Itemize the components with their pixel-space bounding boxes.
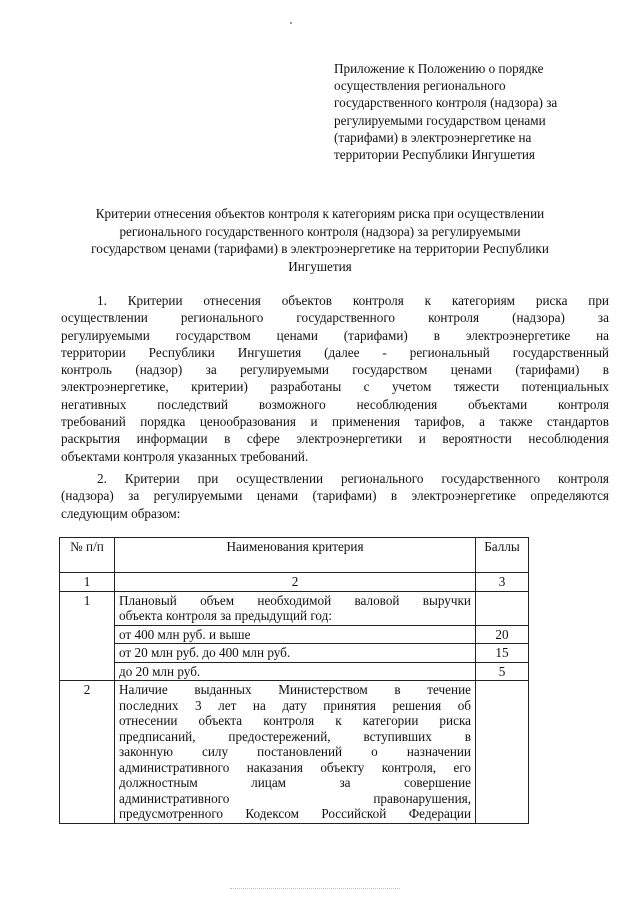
criterion-line: должностным лицам за совершение: [119, 775, 471, 790]
title-line: Ингушетия: [288, 258, 352, 274]
title-line: регионального государственного контроля (надзора) за регулируемыми: [119, 223, 521, 239]
row-number: 2: [60, 681, 115, 824]
paragraph-line: регулируемыми государством ценами (тарифами) в электроэнергетике на: [61, 327, 609, 343]
header-score: Баллы: [476, 538, 529, 573]
paragraph-line: следующим образом:: [61, 505, 181, 521]
paragraph-line: контроль (надзор) за регулируемыми государством ценами (тарифами) в: [61, 362, 609, 378]
table-row: [60, 662, 529, 681]
score-cell: 15: [476, 644, 529, 663]
paragraph-line: (надзора) за регулируемыми ценами (тарифами) в электроэнергетике определяются: [61, 488, 609, 504]
criterion-line: законную силу постановлений о назначении: [119, 744, 471, 759]
paragraph-line: электроэнергетике, критерии) разработаны с учетом тяжести потенциальных: [61, 379, 609, 395]
table-row: [60, 644, 529, 663]
title-line: государством ценами (тарифами) в электроэнергетике на территории Республики: [91, 241, 549, 256]
paragraph-line: 2. Критерии при осуществлении регионального государственного контроля: [97, 471, 609, 486]
paragraph-line: негативных последствий возможного несоблюдения объектами контроля: [61, 396, 609, 412]
paragraph-2: [61, 470, 609, 522]
title-line: Критерии отнесения объектов контроля к категориям риска при осуществлении: [95, 206, 545, 221]
score-cell: 20: [476, 625, 529, 644]
paragraph-line: раскрытия информации в сфере электроэнергетики и вероятности несоблюдения: [61, 431, 609, 447]
criterion-line: Плановый объем необходимой валовой выручки: [119, 592, 471, 608]
paragraph-line: 1. Критерии отнесения объектов контроля к категориям риска при: [97, 293, 609, 308]
scan-artifact-dot: [290, 22, 292, 24]
option-label: от 20 млн руб. до 400 млн руб.: [115, 644, 476, 663]
criterion-line: последних 3 лет на дату принятия решения об: [119, 697, 471, 713]
criterion-line: предусмотренного Кодексом Российской Федерации: [119, 806, 471, 821]
annex-line: территории Республики Ингушетия: [334, 147, 535, 163]
score-cell: 5: [476, 662, 529, 681]
score-cell: [476, 591, 529, 625]
table-row: [60, 591, 529, 625]
criterion-line: Наличие выданных Министерством в течение: [119, 682, 471, 697]
table-index-row: [60, 573, 529, 592]
paragraph-1: [61, 292, 609, 465]
scan-artifact-line: [230, 888, 400, 890]
annex-line: Приложение к Положению о порядке: [334, 61, 544, 76]
criterion-line: отнесении объекта контроля к категории риска: [119, 713, 471, 728]
criterion-line: административного наказания объекту контроля, его: [119, 759, 471, 775]
index-cell: 3: [476, 573, 529, 592]
option-label: от 400 млн руб. и выше: [115, 625, 476, 644]
paragraph-line: осуществлении регионального государственного контроля (надзора) за: [61, 310, 609, 326]
score-cell: [476, 681, 529, 824]
criterion-text: [115, 591, 476, 625]
criteria-table: [59, 537, 529, 824]
annex-line: осуществления регионального: [334, 78, 506, 94]
paragraph-line: территории Республики Ингушетия (далее - региональный государственный: [61, 344, 609, 360]
criterion-line: административного правонарушения,: [119, 790, 471, 806]
row-number: 1: [60, 591, 115, 681]
paragraph-line: объектами контроля указанных требований.: [61, 448, 309, 464]
header-num: № п/п: [60, 538, 115, 573]
table-row: [60, 681, 529, 824]
header-criterion: Наименования критерия: [115, 538, 476, 573]
criterion-text: [115, 681, 476, 824]
index-cell: 1: [60, 573, 115, 592]
criterion-line: объекта контроля за предыдущий год:: [119, 608, 333, 623]
annex-line: регулируемыми государством ценами: [334, 112, 546, 128]
paragraph-line: требований порядка ценообразования и применения тарифов, а также стандартов: [61, 414, 609, 430]
table-row: [60, 625, 529, 644]
annex-line: государственного контроля (надзора) за: [334, 95, 558, 111]
document-title: [60, 205, 580, 275]
index-cell: 2: [115, 573, 476, 592]
option-label: до 20 млн руб.: [115, 662, 476, 681]
table-header-row: [60, 538, 529, 573]
criterion-line: предписаний, предостережений, вступивших в: [119, 728, 471, 744]
annex-header: [334, 60, 604, 163]
annex-line: (тарифами) в электроэнергетике на: [334, 129, 532, 145]
